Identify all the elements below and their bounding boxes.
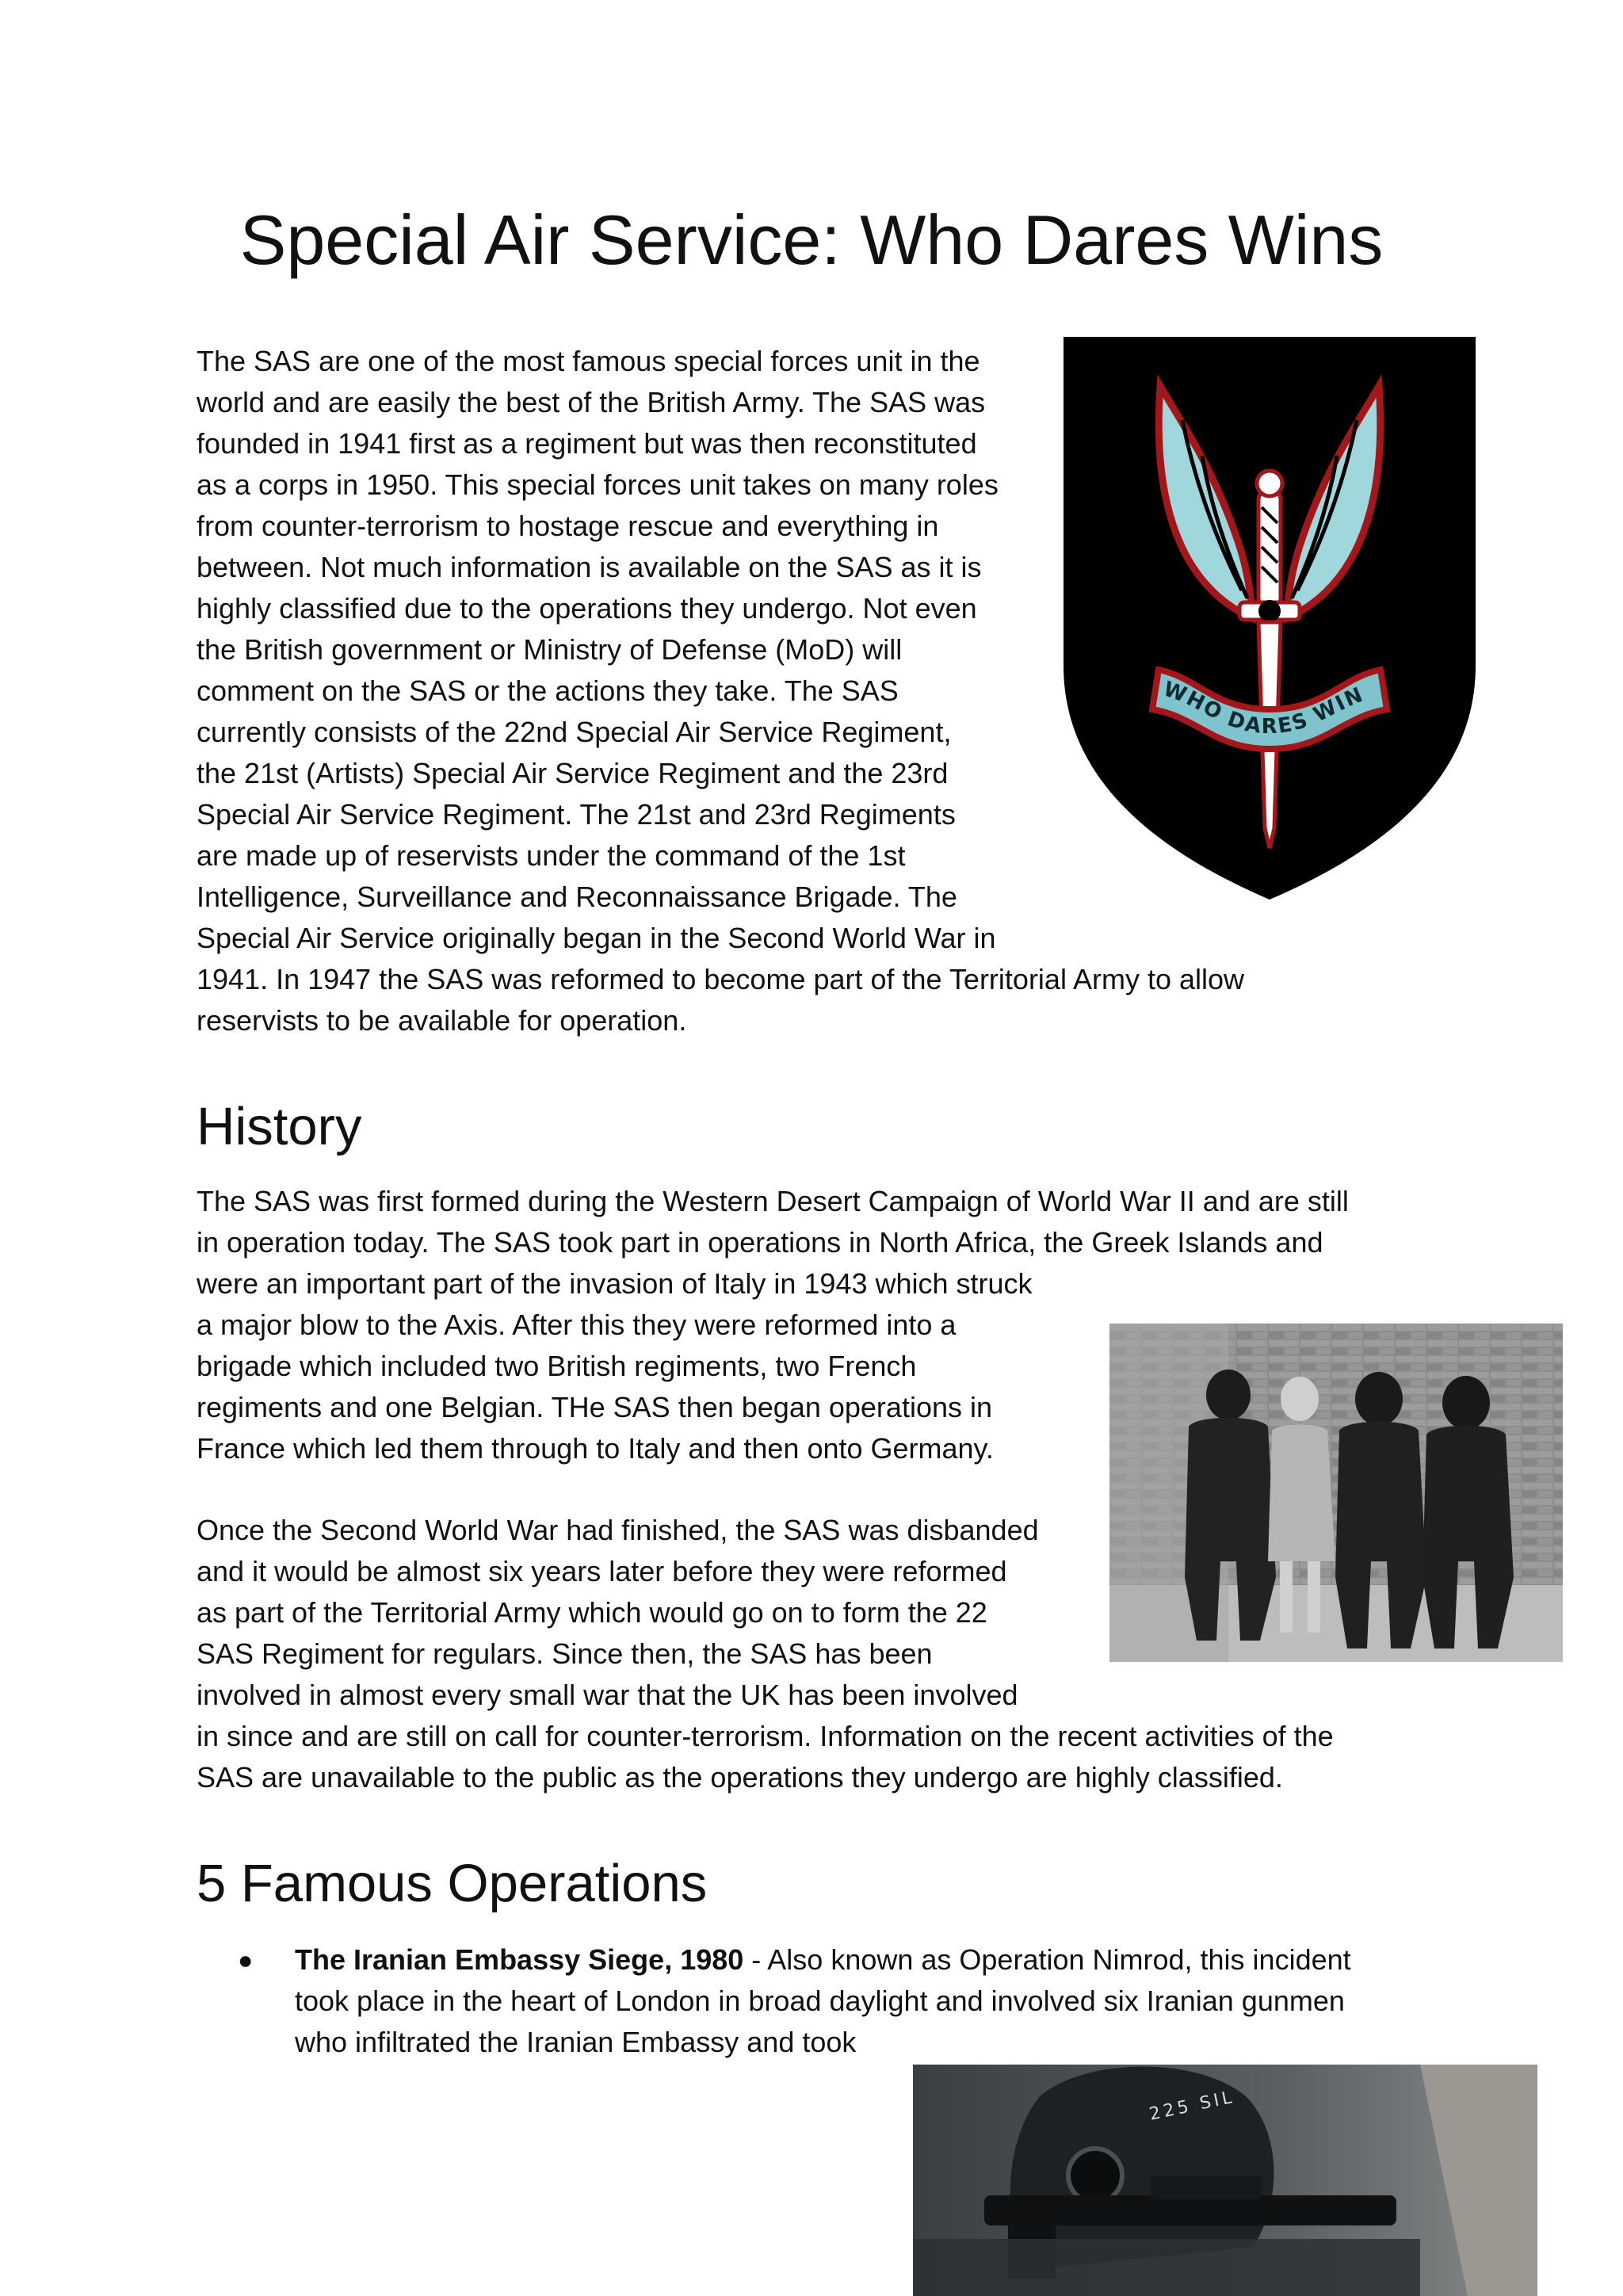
winged-dagger-icon	[1064, 337, 1476, 900]
text-line: were an important part of the invasion of Italy in 1943 which struck	[197, 1267, 1033, 1300]
sas-soldier-rifle-photo	[913, 2065, 1537, 2296]
operations-heading: 5 Famous Operations	[197, 1854, 708, 1913]
text-line: the 21st (Artists) Special Air Service Regiment and the 23rd	[197, 757, 949, 789]
text-line: who infiltrated the Iranian Embassy and took	[295, 2026, 857, 2058]
text-line: Once the Second World War had finished, the SAS was disbanded	[197, 1514, 1039, 1546]
text-line: brigade which included two British regiments, two French	[197, 1350, 917, 1382]
text-line: SAS Regiment for regulars. Since then, the SAS has been	[197, 1637, 933, 1670]
text-line: comment on the SAS or the actions they take. The SAS	[197, 674, 899, 707]
text-line: the British government or Ministry of Defense (MoD) will	[197, 633, 903, 666]
list-item	[238, 1939, 1458, 2066]
text-line: founded in 1941 first as a regiment but was then reconstituted	[197, 427, 977, 460]
operation-text	[295, 1939, 1351, 2063]
text-line: between. Not much information is available on the SAS as it is	[197, 551, 982, 583]
text-line: reservists to be available for operation.	[197, 1004, 687, 1037]
bullet-icon: ●	[238, 1946, 254, 1974]
text-line: are made up of reservists under the command of the 1st	[197, 839, 906, 872]
text-line: a major blow to the Axis. After this they were reformed into a	[197, 1308, 957, 1341]
operation-title: The Iranian Embassy Siege, 1980	[295, 1943, 744, 1976]
text-line: 1941. In 1947 the SAS was reformed to become part of the Territorial Army to allow	[197, 963, 1245, 995]
text-line: as a corps in 1950. This special forces unit takes on many roles	[197, 468, 999, 501]
text-line: highly classified due to the operations they undergo. Not even	[197, 592, 977, 625]
text-line: currently consists of the 22nd Special Air Service Regiment,	[197, 716, 952, 748]
text-line: France which led them through to Italy and then onto Germany.	[197, 1432, 994, 1465]
emblem-motto: WHO DARES WIN	[1160, 677, 1368, 739]
text-line: involved in almost every small war that the UK has been involved	[197, 1679, 1018, 1711]
text-line: in since and are still on call for counter-terrorism. Information on the recent activities of the	[197, 1720, 1334, 1752]
text-line: SAS are unavailable to the public as the operations they undergo are highly classified.	[197, 1761, 1283, 1794]
page-title: Special Air Service: Who Dares Wins	[239, 201, 1384, 279]
text-line: The SAS are one of the most famous special forces unit in the	[197, 345, 980, 377]
text-line: in operation today. The SAS took part in operations in North Africa, the Greek Islands and	[197, 1226, 1323, 1259]
helmet-label: 225 SIL	[1148, 2087, 1237, 2125]
sas-emblem-image	[1064, 337, 1476, 900]
text-line: from counter-terrorism to hostage rescue and everything in	[197, 510, 939, 542]
text-line: world and are easily the best of the British Army. The SAS was	[197, 386, 986, 418]
sas-soldiers-photo	[1109, 1324, 1563, 1662]
text-line: Special Air Service Regiment. The 21st and 23rd Regiments	[197, 798, 956, 831]
text-line: Special Air Service originally began in the Second World War in	[197, 922, 996, 954]
history-heading: History	[197, 1097, 362, 1156]
text-line: and it would be almost six years later before they were reformed	[197, 1555, 1007, 1587]
text-line: - Also known as Operation Nimrod, this incident	[743, 1943, 1351, 1976]
text-line: regiments and one Belgian. THe SAS then began operations in	[197, 1391, 993, 1423]
operations-list	[238, 1939, 1458, 2066]
text-line: as part of the Territorial Army which would go on to form the 22	[197, 1596, 987, 1629]
text-line: took place in the heart of London in broad daylight and involved six Iranian gunmen	[295, 1985, 1345, 2017]
text-line: The SAS was first formed during the Western Desert Campaign of World War II and are still	[197, 1185, 1349, 1217]
text-line: Intelligence, Surveillance and Reconnaissance Brigade. The	[197, 881, 957, 913]
